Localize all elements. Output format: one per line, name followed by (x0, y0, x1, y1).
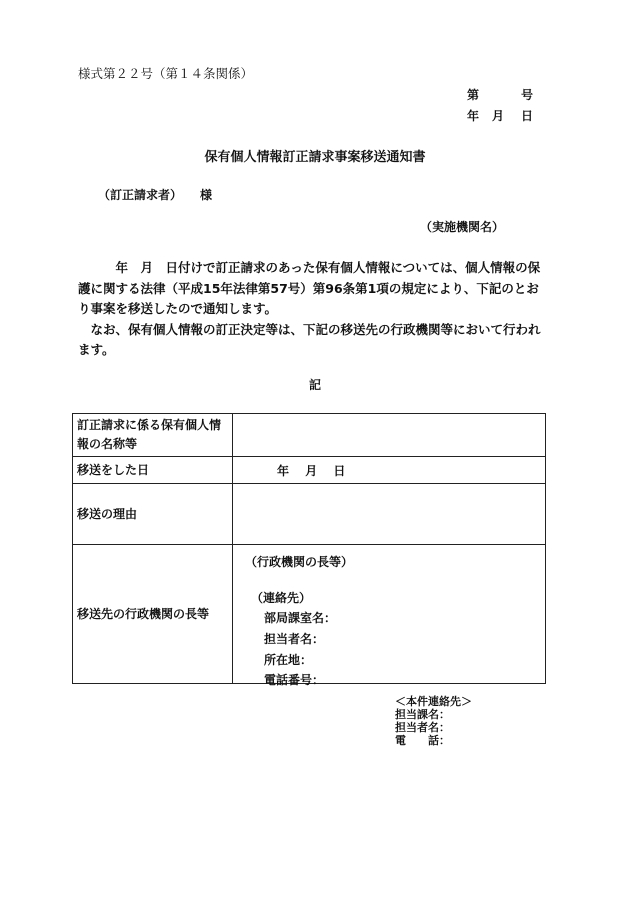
form-number: 様式第２２号（第１４条関係） (78, 66, 254, 81)
doc-number-suffix: 号 (521, 88, 534, 102)
body-paragraph-1: 年 月 日付けで訂正請求のあった保有個人情報については、個人情報の保護に関する法律（平成15年法律第57号）第96条第1項の規定により、下記のとおり事案を移送したので通知します。 (78, 260, 541, 316)
body-paragraph-2: なお、保有個人情報の訂正決定等は、下記の移送先の行政機関等において行われます。 (78, 321, 541, 357)
date-year: 年 (467, 109, 480, 123)
contact-section: 担当課名： (395, 708, 450, 721)
info-name-value (233, 414, 546, 457)
destination-value (233, 545, 546, 687)
transfer-reason-value (233, 484, 546, 545)
transfer-reason-label: 移送の理由 (73, 484, 233, 545)
contact-person: 担当者名： (395, 721, 450, 734)
destination-address: 所在地： (264, 653, 313, 667)
addressee-name: （訂正請求者） (98, 188, 183, 202)
doc-number-label: 第 (467, 88, 480, 102)
info-name-label: 訂正請求に係る保有個人情報の名称等 (73, 414, 233, 457)
destination-details (233, 547, 545, 687)
destination-dept: 部局課室名： (264, 611, 337, 625)
contact-phone: 電 話： (395, 734, 450, 747)
destination-phone: 電話番号： (264, 673, 325, 687)
table-row (73, 484, 546, 545)
transfer-date-value (233, 457, 546, 484)
table-row (73, 414, 546, 457)
transfer-year: 年 (277, 463, 290, 478)
addressee-honorific: 様 (200, 188, 213, 202)
details-table (72, 413, 546, 687)
date-day: 日 (521, 109, 534, 123)
destination-head: （行政機関の長等） (245, 555, 354, 569)
agency-name: （実施機関名） (420, 220, 505, 234)
body-text (78, 258, 548, 361)
destination-contact-title: （連絡先） (251, 591, 312, 605)
ki-heading: 記 (308, 378, 321, 392)
contact-block (395, 695, 472, 747)
transfer-date-label: 移送をした日 (73, 457, 233, 484)
date-month: 月 (492, 109, 505, 123)
table-row (73, 457, 546, 484)
transfer-day: 日 (333, 463, 346, 478)
contact-title: ＜本件連絡先＞ (395, 695, 472, 708)
table-row (73, 545, 546, 684)
destination-label: 移送先の行政機関の長等 (73, 545, 233, 684)
transfer-month: 月 (305, 463, 318, 478)
destination-person: 担当者名： (264, 632, 325, 646)
document-title: 保有個人情報訂正請求事案移送通知書 (204, 150, 426, 165)
